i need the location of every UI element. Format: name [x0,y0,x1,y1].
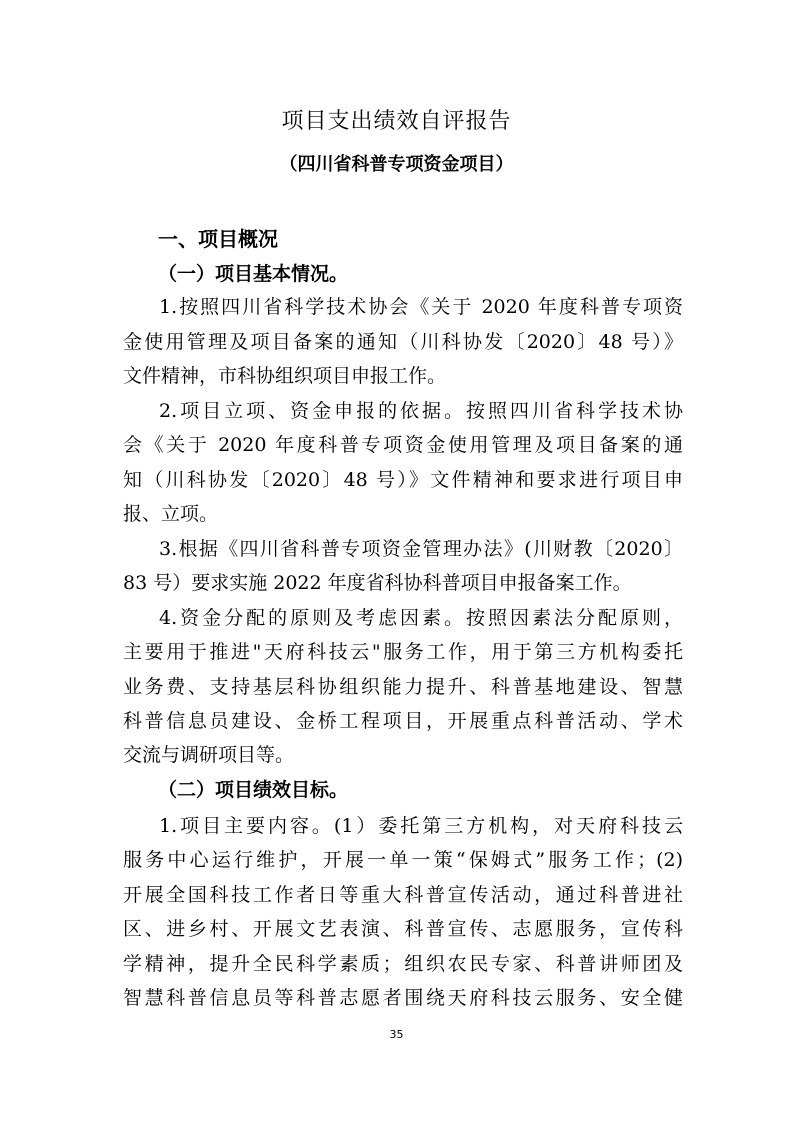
paragraph-line: 区、进乡村、开展文艺表演、科普宣传、志愿服务，宣传科 [123,918,683,940]
paragraph-line: 业务费、支持基层科协组织能力提升、科普基地建设、智慧 [123,676,683,698]
report-title: 项目支出绩效自评报告 [281,109,512,134]
paragraph-line: 文件精神，市科协组织项目申报工作。 [123,365,447,387]
paragraph-line: 1.项目主要内容。(1）委托第三方机构，对天府科技云 [159,815,683,837]
subsection-heading-goals: （二）项目绩效目标。 [158,779,349,801]
paragraph-line: 主要用于推进"天府科技云"服务工作，用于第三方机构委托 [123,641,683,663]
paragraph-line: 2.项目立项、资金申报的依据。按照四川省科学技术协 [159,400,683,422]
section-heading-overview: 一、项目概况 [158,227,278,251]
paragraph-line: 3.根据《四川省科普专项资金管理办法》(川财教〔2020〕 [159,538,683,560]
paragraph-line: 智慧科普信息员等科普志愿者围绕天府科技云服务、安全健 [123,987,683,1009]
paragraph-line: 4.资金分配的原则及考虑因素。按照因素法分配原则， [159,607,683,629]
paragraph-line: 会《关于 2020 年度科普专项资金使用管理及项目备案的通 [123,434,683,456]
paragraph-line: 科普信息员建设、金桥工程项目，开展重点科普活动、学术 [123,710,683,732]
subsection-heading-basic: （一）项目基本情况。 [158,263,349,285]
paragraph-line: 学精神，提升全民科学素质；组织农民专家、科普讲师团及 [123,953,683,975]
report-subtitle: （四川省科普专项资金项目） [279,154,514,175]
paragraph-line: 交流与调研项目等。 [123,744,295,766]
page-number: 35 [389,1028,404,1041]
paragraph-line: 知（川科协发〔2020〕48 号）》文件精神和要求进行项目申 [123,469,683,491]
paragraph-line: 服务中心运行维护，开展一单一策“保姆式”服务工作；(2) [123,849,683,871]
paragraph-line: 金使用管理及项目备案的通知（川科协发〔2020〕48 号）》 [123,331,683,353]
paragraph-line: 报、立项。 [123,503,219,525]
paragraph-line: 开展全国科技工作者日等重大科普宣传活动，通过科普进社 [123,884,683,906]
paragraph-line: 1.按照四川省科学技术协会《关于 2020 年度科普专项资 [159,296,683,318]
paragraph-line: 83 号）要求实施 2022 年度省科协科普项目申报备案工作。 [123,572,632,594]
